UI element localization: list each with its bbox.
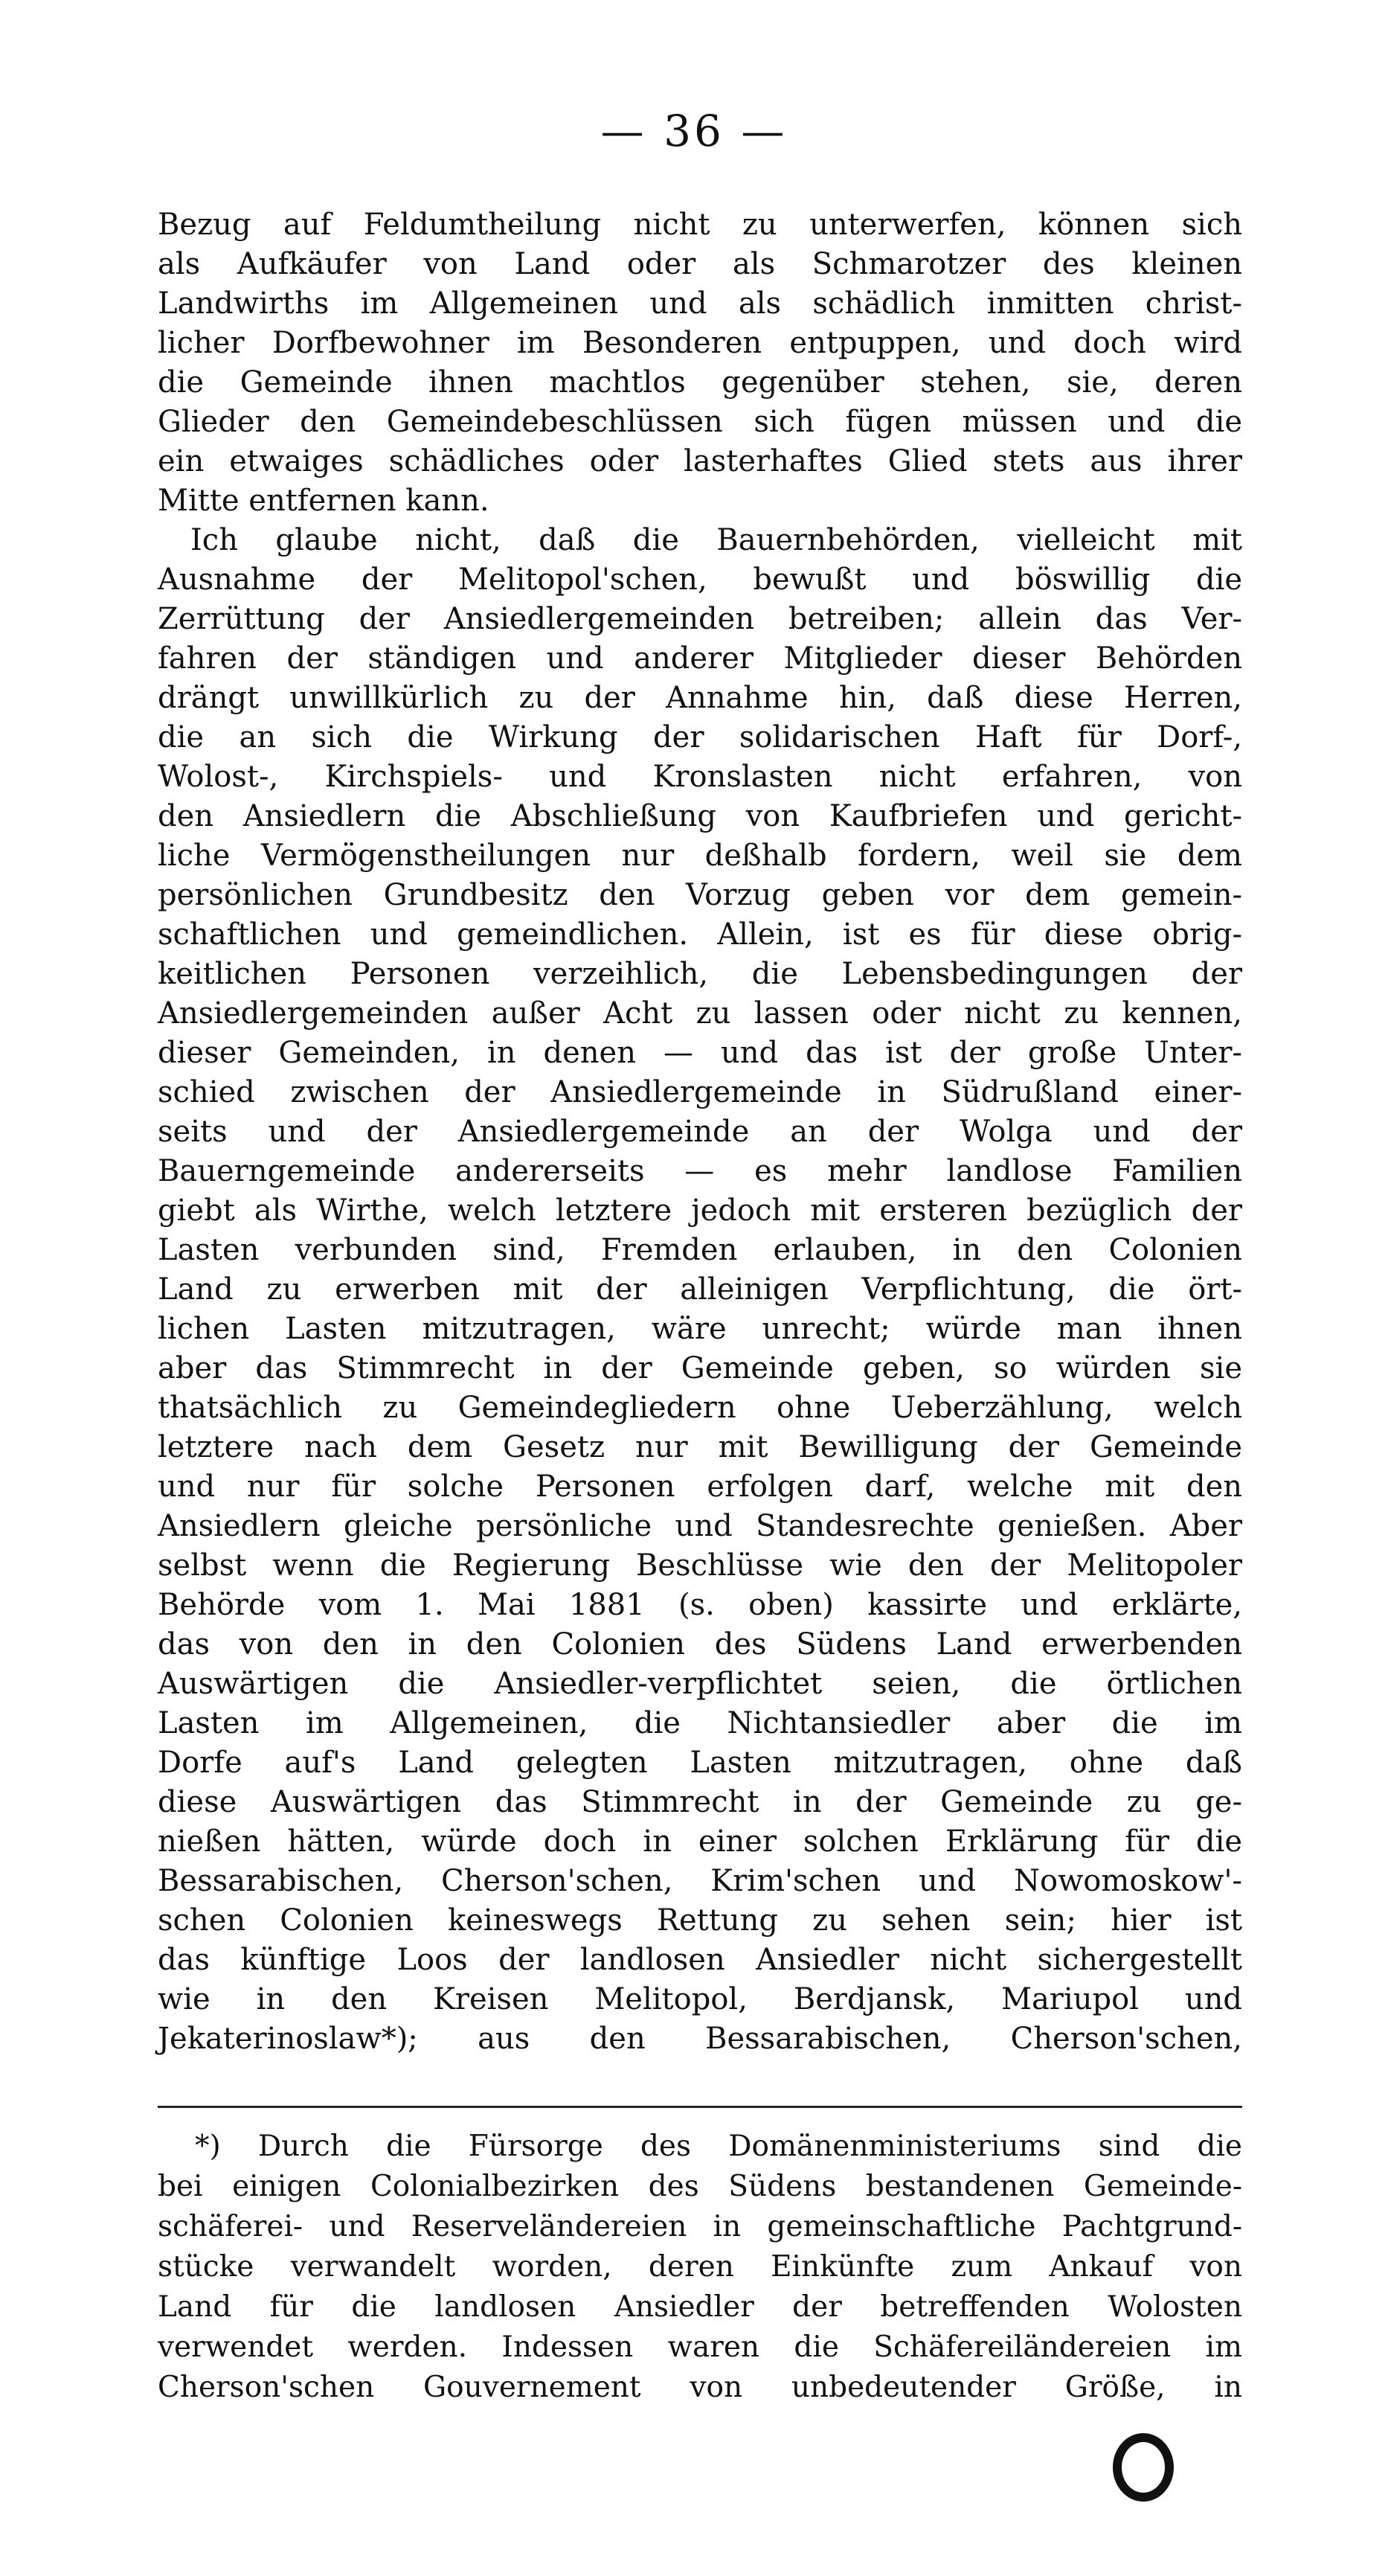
text-line: Mitte entfernen kann. xyxy=(158,484,489,518)
text-line: persönlichen Grundbesitz den Vorzug geben vor dem gemein- xyxy=(158,878,1242,912)
text-line: selbst wenn die Regierung Beschlüsse wie den der Melitopoler xyxy=(158,1548,1242,1583)
text-line: giebt als Wirthe, welch letztere jedoch mit ersteren bezüglich der xyxy=(158,1194,1242,1228)
footnote-line: *) Durch die Fürsorge des Domänenministeriums sind die xyxy=(195,2130,1242,2163)
text-line: den Ansiedlern die Abschließung von Kaufbriefen und gericht- xyxy=(158,799,1242,833)
footnote-line: Land für die landlosen Ansiedler der betreffenden Wolosten xyxy=(158,2290,1242,2324)
text-line: nießen hätten, würde doch in einer solchen Erklärung für die xyxy=(158,1824,1242,1859)
text-line: Lasten im Allgemeinen, die Nichtansiedler aber die im xyxy=(158,1706,1242,1740)
text-line: ein etwaiges schädliches oder lasterhaftes Glied stets aus ihrer xyxy=(158,444,1242,478)
text-line: Ansiedlergemeinden außer Acht zu lassen oder nicht zu kennen, xyxy=(158,996,1242,1031)
text-line: liche Vermögenstheilungen nur deßhalb fordern, weil sie dem xyxy=(158,839,1242,873)
text-line: lichen Lasten mitzutragen, wäre unrecht; würde man ihnen xyxy=(158,1312,1242,1346)
text-line: Dorfe auf's Land gelegten Lasten mitzutragen, ohne daß xyxy=(158,1746,1242,1780)
text-line: schaftlichen und gemeindlichen. Allein, ist es für diese obrig- xyxy=(158,917,1242,952)
main-text xyxy=(158,205,1242,2059)
ring-mark xyxy=(1113,2433,1174,2502)
footnote-line: verwendet werden. Indessen waren die Schäfereiländereien im xyxy=(158,2330,1242,2364)
footnote-divider xyxy=(158,2106,1242,2108)
text-line: Glieder den Gemeindebeschlüssen sich fügen müssen und die xyxy=(158,405,1242,439)
footnote-line: stücke verwandelt worden, deren Einkünfte zum Ankauf von xyxy=(158,2250,1242,2284)
text-line: thatsächlich zu Gemeindegliedern ohne Ueberzählung, welch xyxy=(158,1391,1242,1425)
text-line: Ansiedlern gleiche persönliche und Standesrechte genießen. Aber xyxy=(158,1509,1242,1543)
text-line: Bezug auf Feldumtheilung nicht zu unterwerfen, können sich xyxy=(158,208,1242,242)
text-line: dieser Gemeinden, in denen — und das ist der große Unter- xyxy=(158,1036,1242,1070)
text-line: als Aufkäufer von Land oder als Schmarotzer des kleinen xyxy=(158,247,1242,281)
text-line: wie in den Kreisen Melitopol, Berdjansk, Mariupol und xyxy=(158,1982,1242,2016)
text-line: Ausnahme der Melitopol'schen, bewußt und böswillig die xyxy=(158,563,1242,597)
text-line: und nur für solche Personen erfolgen darf, welche mit den xyxy=(158,1470,1242,1504)
text-line: schen Colonien keineswegs Rettung zu sehen sein; hier ist xyxy=(158,1903,1242,1938)
footnote-line: Cherson'schen Gouvernement von unbedeutender Größe, in xyxy=(158,2371,1242,2404)
text-line: aber das Stimmrecht in der Gemeinde geben, so würden sie xyxy=(158,1351,1242,1385)
footnote-line: schäferei- und Reserveländereien in gemeinschaftliche Pachtgrund- xyxy=(158,2210,1242,2243)
page-number: — 36 — xyxy=(600,106,788,156)
text-line: das von den in den Colonien des Südens Land erwerbenden xyxy=(158,1627,1242,1662)
text-line: Bauerngemeinde andererseits — es mehr landlose Familien xyxy=(158,1154,1242,1188)
text-line: Behörde vom 1. Mai 1881 (s. oben) kassirte und erklärte, xyxy=(158,1588,1242,1622)
footnote xyxy=(158,2127,1242,2408)
text-line: Ich glaube nicht, daß die Bauernbehörden, vielleicht mit xyxy=(190,523,1242,557)
text-line: fahren der ständigen und anderer Mitglieder dieser Behörden xyxy=(158,641,1242,676)
text-line: Jekaterinoslaw*); aus den Bessarabischen, Cherson'schen, xyxy=(158,2022,1242,2056)
text-line: die Gemeinde ihnen machtlos gegenüber stehen, sie, deren xyxy=(158,365,1242,400)
text-line: drängt unwillkürlich zu der Annahme hin, daß diese Herren, xyxy=(158,681,1242,715)
text-line: das künftige Loos der landlosen Ansiedler nicht sichergestellt xyxy=(158,1943,1242,1977)
text-line: keitlichen Personen verzeihlich, die Lebensbedingungen der xyxy=(158,957,1242,991)
text-line: Landwirths im Allgemeinen und als schädlich inmitten christ- xyxy=(158,286,1242,321)
text-line: die an sich die Wirkung der solidarischen Haft für Dorf-, xyxy=(158,720,1242,754)
text-line: Bessarabischen, Cherson'schen, Krim'schen und Nowomoskow'- xyxy=(158,1864,1242,1898)
text-line: schied zwischen der Ansiedlergemeinde in Südrußland einer- xyxy=(158,1075,1242,1109)
text-line: Zerrüttung der Ansiedlergemeinden betreiben; allein das Ver- xyxy=(158,602,1242,636)
text-line: seits und der Ansiedlergemeinde an der Wolga und der xyxy=(158,1115,1242,1149)
text-line: Land zu erwerben mit der alleinigen Verpflichtung, die ört- xyxy=(158,1272,1242,1307)
text-line: diese Auswärtigen das Stimmrecht in der Gemeinde zu ge- xyxy=(158,1785,1242,1819)
text-line: Wolost-, Kirchspiels- und Kronslasten nicht erfahren, von xyxy=(158,760,1242,794)
text-line: licher Dorfbewohner im Besonderen entpuppen, und doch wird xyxy=(158,326,1242,360)
text-line: letztere nach dem Gesetz nur mit Bewilligung der Gemeinde xyxy=(158,1430,1242,1464)
footnote-line: bei einigen Colonialbezirken des Südens bestandenen Gemeinde- xyxy=(158,2170,1242,2203)
text-line: Lasten verbunden sind, Fremden erlauben, in den Colonien xyxy=(158,1233,1242,1267)
text-line: Auswärtigen die Ansiedler-verpflichtet seien, die örtlichen xyxy=(158,1667,1242,1701)
